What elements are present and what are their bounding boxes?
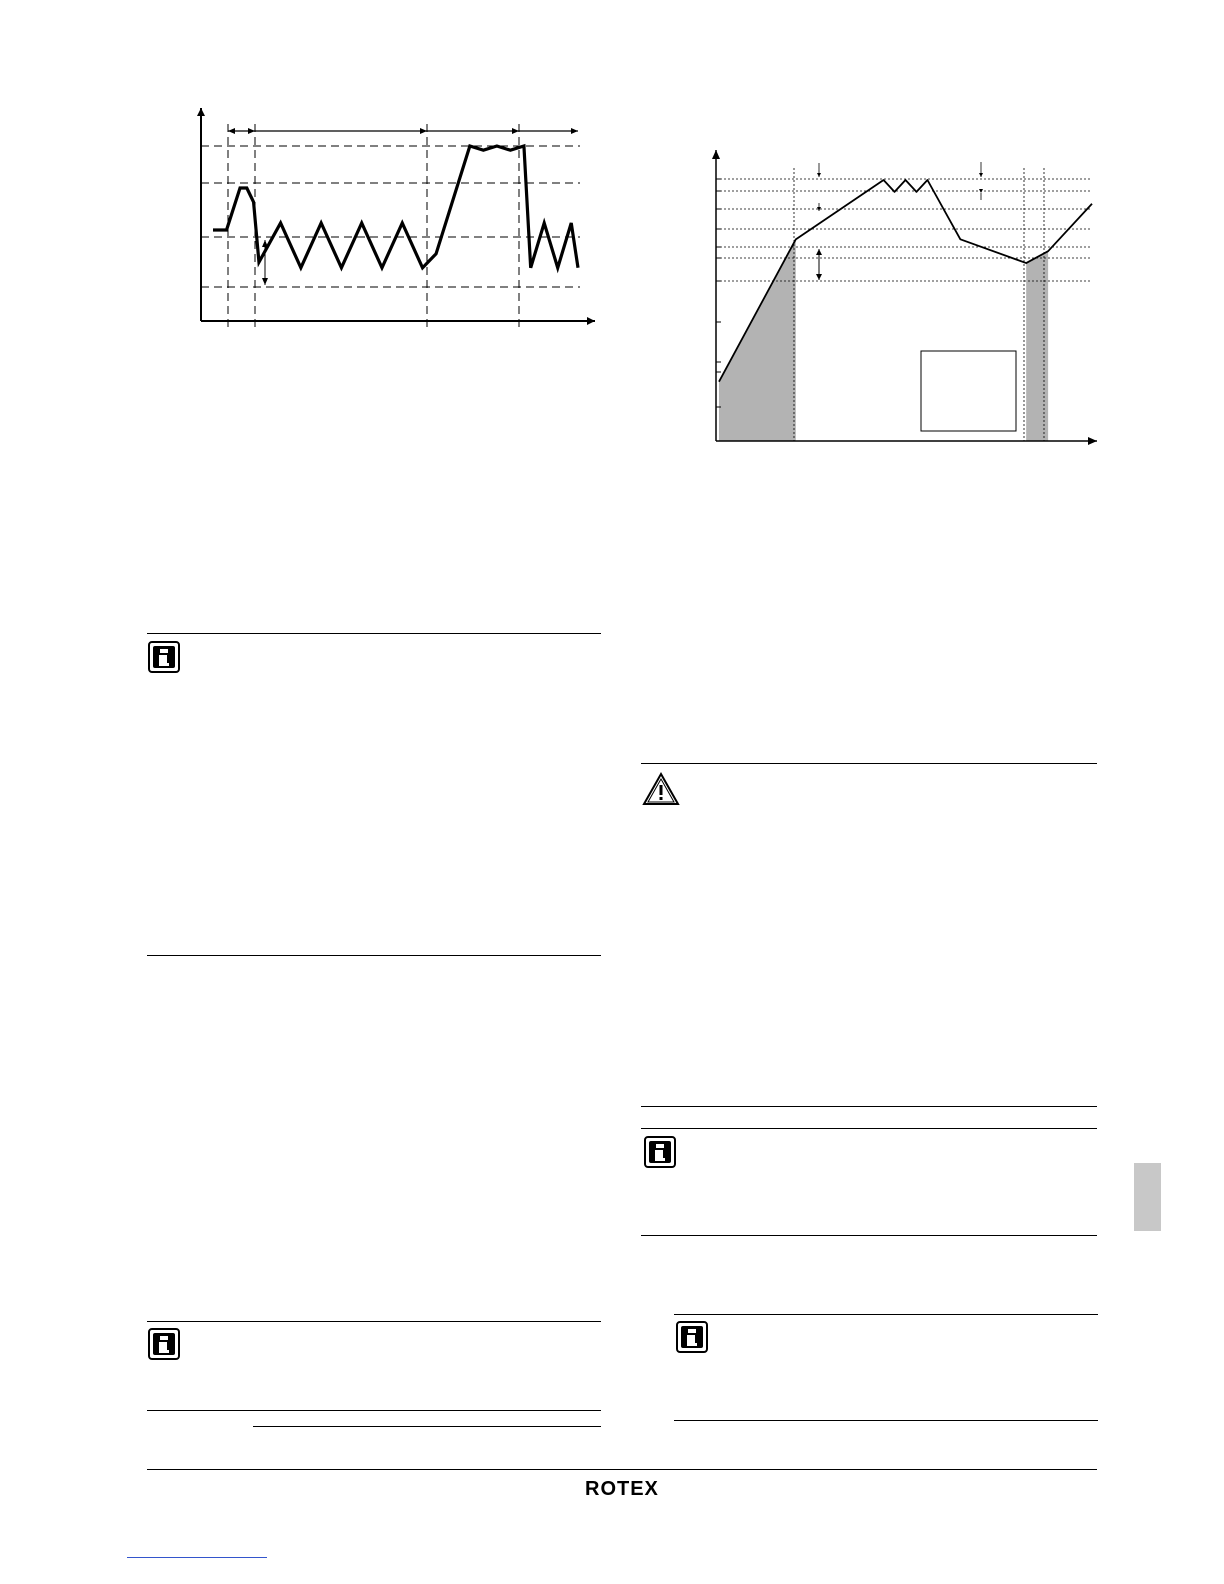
phase-arrow-3 <box>571 128 578 134</box>
marker-d-head <box>979 189 983 193</box>
shaded-region-right <box>1026 251 1048 441</box>
marker-a-head <box>817 173 821 177</box>
note-rule-bottom-1 <box>147 955 601 956</box>
warning-icon <box>642 772 680 806</box>
legend-box <box>921 351 1016 431</box>
warning-rule-top <box>641 763 1097 764</box>
info-icon <box>676 1321 708 1353</box>
note-rule-top-1 <box>147 633 601 634</box>
warning-rule-bottom <box>641 1106 1097 1107</box>
note-rule-bottom-3 <box>641 1235 1097 1236</box>
note-rule-top-2 <box>147 1321 601 1322</box>
phase-arrow-0 <box>248 128 255 134</box>
x-axis-arrow <box>1088 437 1097 445</box>
marker-c-head <box>979 173 983 177</box>
marker-e-up <box>816 249 822 255</box>
info-icon <box>148 1328 180 1360</box>
phase-arrow-start <box>228 128 235 134</box>
phase-arrow-2 <box>512 128 519 134</box>
series-line <box>213 146 578 268</box>
shaded-region-left <box>719 239 796 441</box>
info-icon <box>644 1136 676 1168</box>
page-link-underline[interactable] <box>127 1557 267 1558</box>
info-icon <box>148 641 180 673</box>
hysteresis-arrow-down <box>262 278 268 285</box>
y-axis-arrow <box>197 108 205 116</box>
note-rule-bottom-2 <box>147 1410 601 1411</box>
note-rule-top-3 <box>641 1128 1097 1129</box>
table-rule <box>253 1426 601 1427</box>
note-rule-top-4 <box>674 1314 1098 1315</box>
marker-e-down <box>816 274 822 280</box>
note-rule-bottom-4 <box>674 1420 1098 1421</box>
phase-arrow-1 <box>420 128 427 134</box>
brand-logo: ROTEX <box>585 1478 659 1500</box>
x-axis-arrow <box>587 317 595 325</box>
section-tab <box>1134 1163 1161 1231</box>
footer-rule <box>147 1469 1097 1470</box>
y-axis-arrow <box>712 150 720 159</box>
